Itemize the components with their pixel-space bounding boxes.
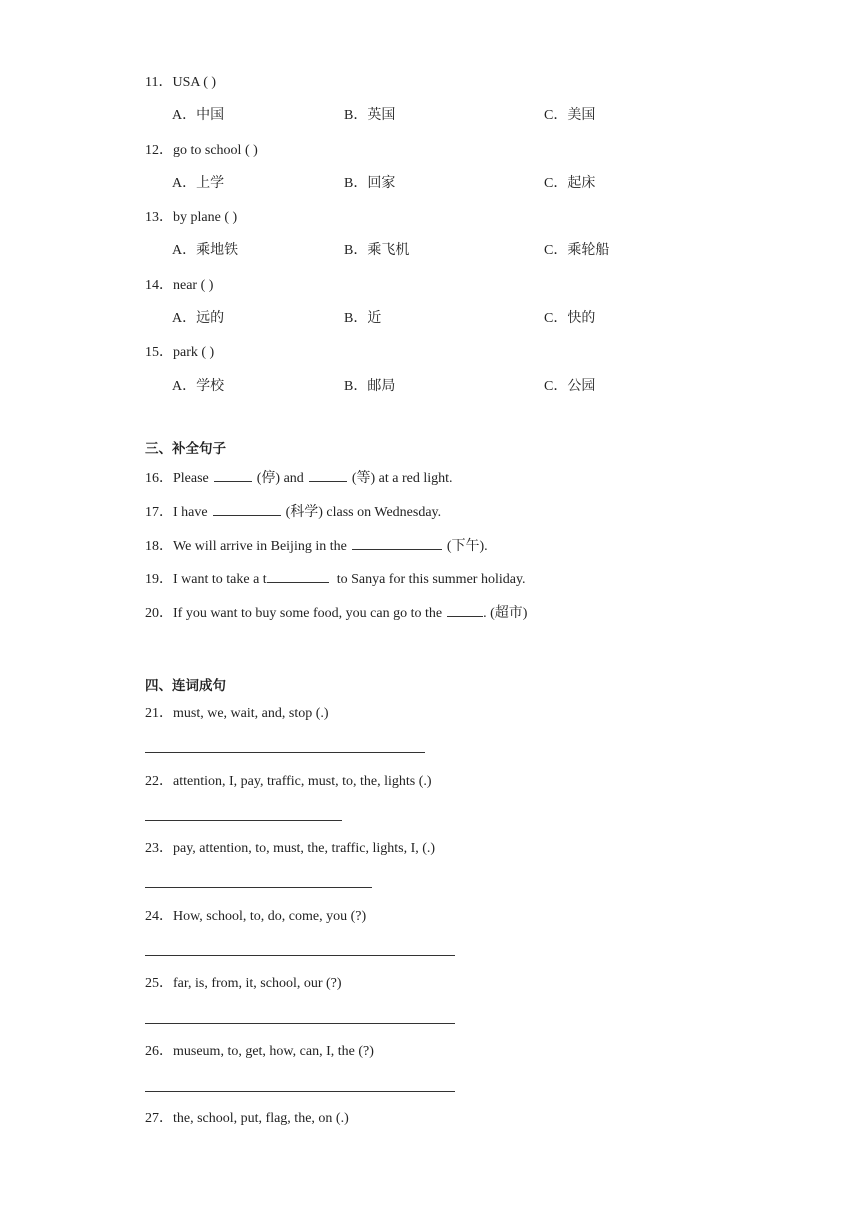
question-13: 13．by plane ( ) [145, 210, 238, 225]
question-number: 18． [145, 539, 173, 554]
question-14-option-c: C．快的 [544, 311, 596, 326]
question-11: 11．USA ( ) [145, 75, 217, 90]
question-12-option-a: A．上学 [172, 176, 225, 191]
question-text: If you want to buy some food, you can go to the [173, 606, 443, 621]
blank-line [309, 468, 347, 482]
question-25: 25．far, is, from, it, school, our (?) [145, 976, 342, 991]
blank-line [447, 603, 483, 617]
question-number: 19． [145, 572, 173, 587]
question-14-option-b: B．近 [344, 311, 382, 326]
question-text: (停) and [256, 471, 304, 486]
question-21: 21．must, we, wait, and, stop (.) [145, 706, 329, 721]
answer-line [145, 820, 342, 821]
question-18 [145, 536, 488, 556]
question-text: (下午). [446, 539, 488, 554]
question-text: . (超市) [483, 606, 528, 621]
question-15-option-a: A．学校 [172, 379, 225, 394]
question-15: 15．park ( ) [145, 345, 215, 360]
question-27: 27．the, school, put, flag, the, on (.) [145, 1111, 349, 1126]
question-number: 16． [145, 471, 173, 486]
question-number: 17． [145, 505, 173, 520]
answer-line [145, 955, 455, 956]
question-14-option-a: A．远的 [172, 311, 225, 326]
blank-line [213, 502, 281, 516]
question-20 [145, 603, 527, 623]
question-11-option-a: A．中国 [172, 108, 225, 123]
question-23: 23．pay, attention, to, must, the, traffic, lights, I, (.) [145, 841, 436, 856]
question-text: Please [173, 471, 209, 486]
question-12: 12．go to school ( ) [145, 143, 258, 158]
answer-line [145, 1023, 455, 1024]
question-13-option-a: A．乘地铁 [172, 243, 239, 258]
question-24: 24．How, school, to, do, come, you (?) [145, 909, 367, 924]
blank-line [214, 468, 252, 482]
question-15-option-b: B．邮局 [344, 379, 396, 394]
question-12-option-b: B．回家 [344, 176, 396, 191]
blank-line [352, 536, 442, 550]
blank-line [267, 569, 329, 583]
section-3-title: 三、补全句子 [145, 441, 226, 457]
question-19 [145, 569, 526, 589]
answer-line [145, 1091, 455, 1092]
question-text: (等) at a red light. [351, 471, 453, 486]
question-17 [145, 502, 441, 522]
question-11-option-b: B．英国 [344, 108, 396, 123]
question-text: to Sanya for this summer holiday. [336, 572, 526, 587]
question-text: I want to take a t [173, 572, 267, 587]
question-13-option-b: B．乘飞机 [344, 243, 410, 258]
question-26: 26．museum, to, get, how, can, I, the (?) [145, 1044, 374, 1059]
question-number: 20． [145, 606, 173, 621]
question-13-option-c: C．乘轮船 [544, 243, 610, 258]
question-14: 14．near ( ) [145, 278, 214, 293]
question-11-option-c: C．美国 [544, 108, 596, 123]
question-15-option-c: C．公园 [544, 379, 596, 394]
question-text: We will arrive in Beijing in the [173, 539, 347, 554]
question-text: I have [173, 505, 208, 520]
question-22: 22．attention, I, pay, traffic, must, to, the, lights (.) [145, 774, 432, 789]
answer-line [145, 887, 372, 888]
section-4-title: 四、连词成句 [145, 678, 226, 694]
question-12-option-c: C．起床 [544, 176, 596, 191]
answer-line [145, 752, 425, 753]
question-16 [145, 468, 453, 488]
question-text: (科学) class on Wednesday. [285, 505, 442, 520]
